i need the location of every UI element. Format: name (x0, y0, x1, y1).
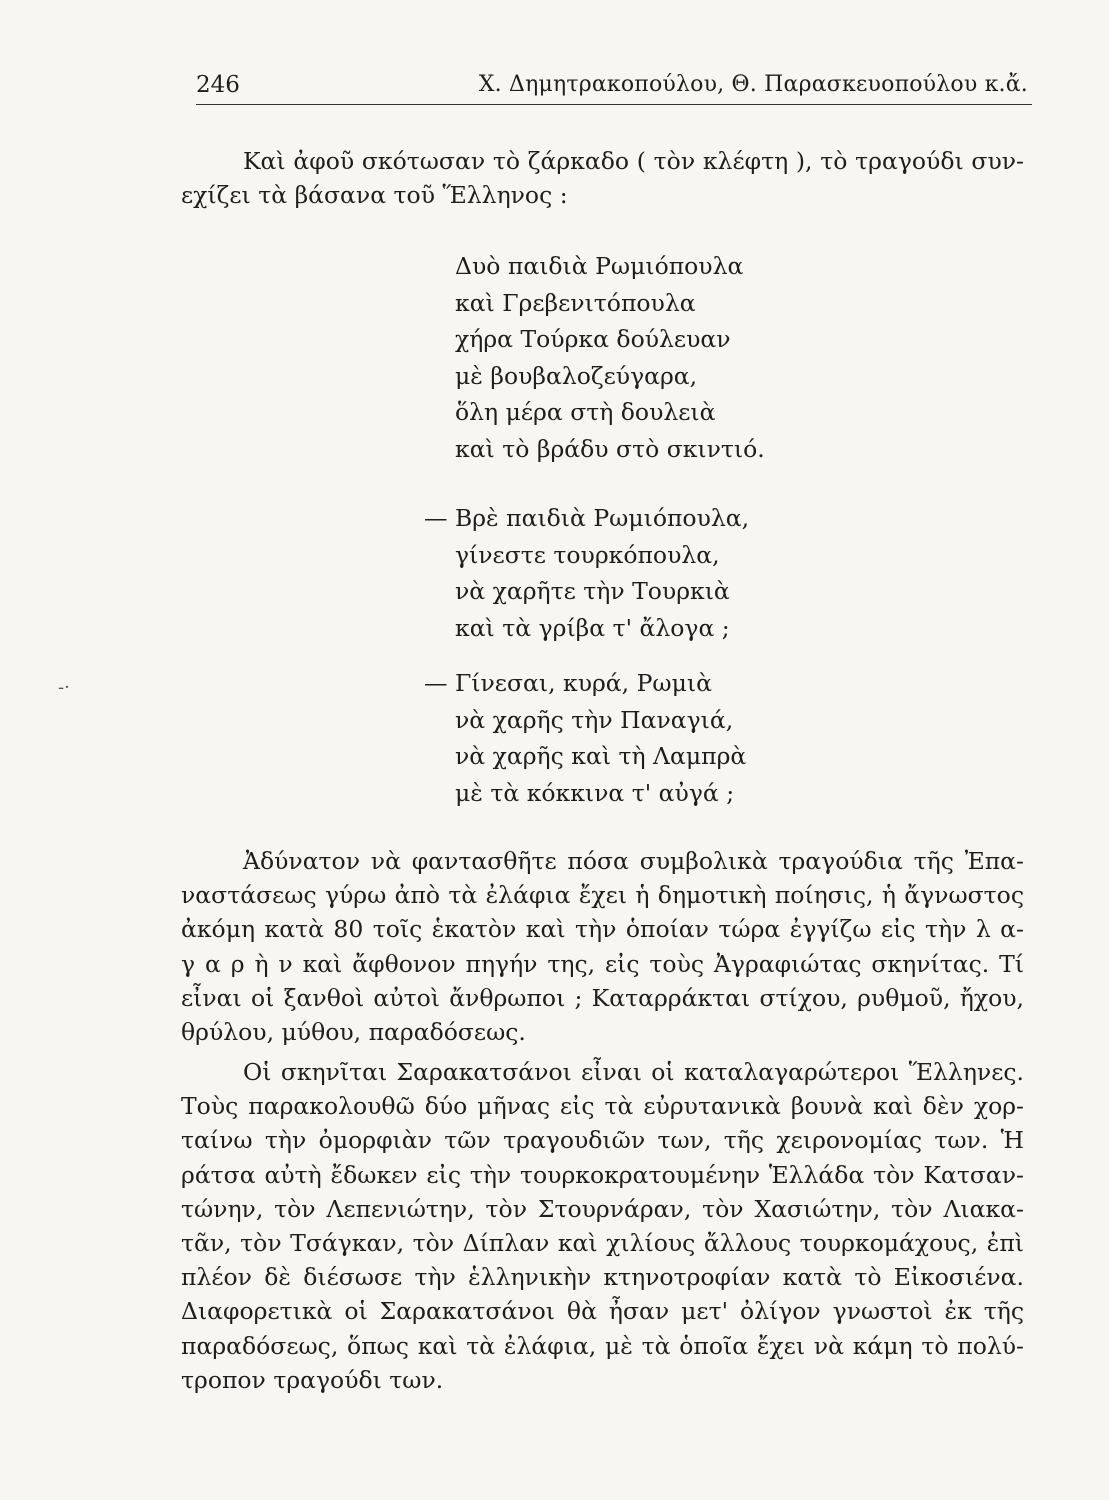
body-paragraph-1 (181, 844, 1024, 1049)
verse-line: νὰ χαρῆς καὶ τὴ Λαμπρὰ (455, 742, 747, 770)
verse-line: ὅλη μέρα στὴ δουλειὰ (455, 398, 716, 426)
text-line: Καὶ ἀφοῦ σκότωσαν τὸ ζάρκαδο ( τὸν κλέφτη ), τὸ τραγούδι συν- (243, 147, 1024, 175)
text-line: ράτσα αὐτὴ ἔδωκεν εἰς τὴν τουρκοκρατουμένην Ἑλλάδα τὸν Κατσαν- (181, 1160, 1024, 1189)
verse-line: γίνεστε τουρκόπουλα, (455, 540, 720, 569)
poem-stanza-3 (424, 665, 746, 811)
intro-paragraph (181, 144, 1024, 212)
text-line: Ἀδύνατον νὰ φαντασθῆτε πόσα συμβολικὰ τραγούδια τῆς Ἐπα- (243, 847, 1024, 875)
verse-line: καὶ Γρεβενιτόπουλα (455, 288, 696, 317)
text-line: Τοὺς παρακολουθῶ δύο μῆνας εἰς τὰ εὐρυτανικὰ βουνὰ καὶ δὲν χορ- (181, 1092, 1024, 1121)
verse-line: καὶ τὸ βράδυ στὸ σκιντιό. (455, 434, 765, 463)
text-line: Διαφορετικὰ οἱ Σαρακατσάνοι θὰ ἦσαν μετ' ὀλίγον γνωστοὶ ἐκ τῆς (181, 1297, 1024, 1326)
text-line: ναστάσεως γύρω ἀπὸ τὰ ἐλάφια ἔχει ἡ δημοτικὴ ποίησις, ἡ ἄγνωστος (181, 881, 1024, 910)
verse-line: μὲ τὰ κόκκινα τ' αὐγά ; (455, 778, 735, 807)
poem-stanza-1 (455, 248, 765, 467)
text-line: παραδόσεως, ὅπως καὶ τὰ ἐλάφια, μὲ τὰ ὁποῖα ἔχει νὰ κάμη τὸ πολύ- (181, 1331, 1024, 1360)
text-line: ταίνω τὴν ὀμορφιὰν τῶν τραγουδιῶν των, τῆς χειρονομίας των. Ἡ (181, 1126, 1024, 1155)
text-line: εἶναι οἱ ξανθοὶ αὐτοὶ ἄνθρωποι ; Καταρράκται στίχου, ρυθμοῦ, ἤχου, (181, 983, 1024, 1012)
verse-line: νὰ χαρῆτε τὴν Τουρκιὰ (455, 577, 730, 605)
page-number: 246 (196, 72, 240, 98)
text-line: θρύλου, μύθου, παραδόσεως. (181, 1018, 526, 1047)
page-header (196, 70, 1032, 105)
verse-line: Δυὸ παιδιὰ Ρωμιόπουλα (455, 252, 744, 280)
verse-line: νὰ χαρῆς τὴν Παναγιά, (455, 705, 734, 734)
text-line: γ α ρ ὴ ν καὶ ἄφθονον πηγήν της, εἰς τοὺς Ἀγραφιώτας σκηνίτας. Τί (181, 949, 1024, 978)
text-line: Οἱ σκηνῖται Σαρακατσάνοι εἶναι οἱ καταλαγαρώτεροι Ἕλληνες. (243, 1058, 1024, 1086)
text-line: τᾶν, τὸν Τσάγκαν, τὸν Δίπλαν καὶ χιλίους ἄλλους τουρκομάχους, ἐπὶ (181, 1229, 1024, 1258)
verse-line: — Γίνεσαι, κυρά, Ρωμιὰ (424, 669, 712, 697)
margin-mark: -· (58, 677, 70, 698)
poem-stanza-2 (424, 500, 749, 646)
verse-line: — Βρὲ παιδιὰ Ρωμιόπουλα, (424, 504, 750, 532)
text-line: τροπον τραγούδι των. (181, 1365, 444, 1394)
text-line: ἀκόμη κατὰ 80 τοῖς ἑκατὸν καὶ τὴν ὁποίαν τώρα ἐγγίζω εἰς τὴν λ α- (181, 915, 1024, 944)
body-paragraph-2 (181, 1055, 1024, 1397)
text-line: εχίζει τὰ βάσανα τοῦ Ἕλληνος : (181, 181, 568, 210)
text-line: πλέον δὲ διέσωσε τὴν ἑλληνικὴν κτηνοτροφίαν κατὰ τὸ Εἰκοσιένα. (181, 1263, 1024, 1292)
verse-line: χήρα Τούρκα δούλευαν (455, 325, 731, 353)
text-line: τώνην, τὸν Λεπενιώτην, τὸν Στουρνάραν, τὸν Χασιώτην, τὸν Λιακα- (181, 1194, 1024, 1223)
verse-line: καὶ τὰ γρίβα τ' ἄλογα ; (455, 613, 730, 642)
running-title: Χ. Δημητρακοπούλου, Θ. Παρασκευοπούλου κ.ἄ. (478, 72, 1028, 97)
verse-line: μὲ βουβαλοζεύγαρα, (455, 361, 698, 390)
